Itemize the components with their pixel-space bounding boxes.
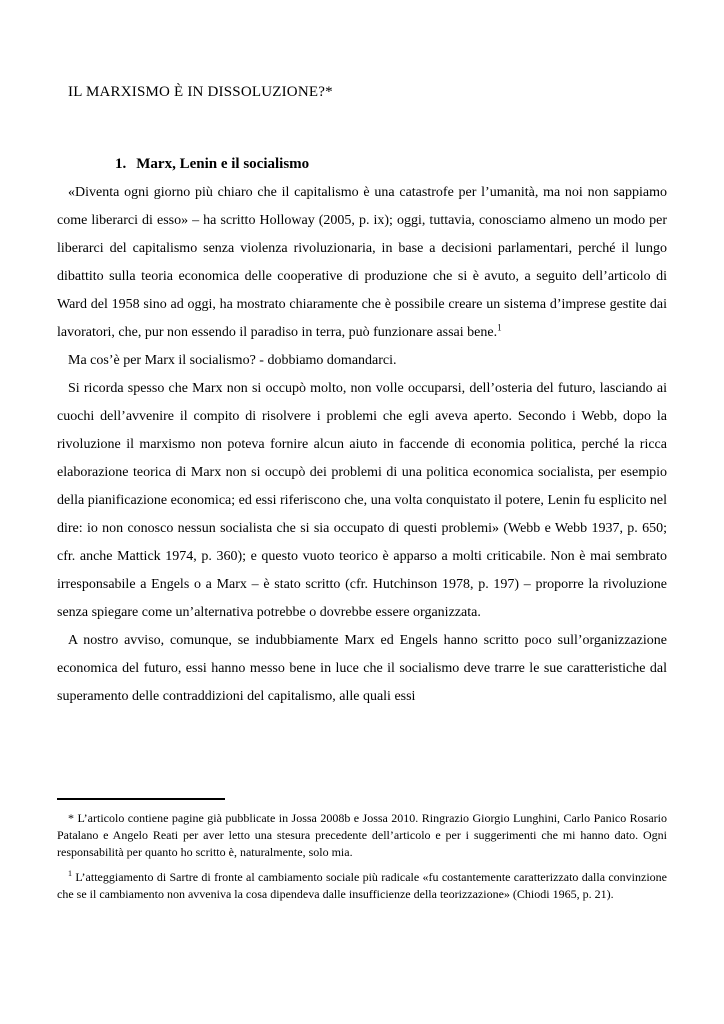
footnote [57, 810, 667, 861]
footnotes-section [57, 798, 667, 911]
footnote-text: L’articolo contiene pagine già pubblicate in Jossa 2008b e Jossa 2010. Ringrazio Giorgio Lunghini, Carlo Panico Rosario Patalano e Angelo Reati per aver letto una stesura precedente dell’articolo e per i suggerimenti che mi hanno dato. Ogni responsabilità per quanto ho scritto è, naturalmente, solo mia. [57, 811, 667, 859]
paragraph-text: Ma cos’è per Marx il socialismo? - dobbiamo domandarci. [68, 353, 397, 368]
paragraph-text: Si ricorda spesso che Marx non si occupò molto, non volle occuparsi, dell’osteria del futuro, lasciando ai cuochi dell’avvenire il compito di risolvere i problemi che egli aveva aperto. Secondo i Webb, dopo la rivoluzione il marxismo non poteva fornire alcun aiuto in faccende di economia politica, perché la ricca elaborazione teorica di Marx non si occupò dei problemi di una politica economica socialista, per esempio della pianificazione economica; ed essi riferiscono che, una volta conquistato il potere, Lenin fu esplicito nel dire: io non conosco nessun socialista che si sia occupato di questi problemi» (Webb e Webb 1937, p. 650; cfr. anche Mattick 1974, p. 360); e questo vuoto teorico è apparso a molti criticabile. Non è mai sembrato irresponsabile a Engels o a Marx – è stato scritto (cfr. Hutchinson 1978, p. 197) – proporre la rivoluzione senza spiegare come un’alternativa potrebbe o dovrebbe essere organizzata. [57, 381, 667, 620]
body-paragraph [57, 179, 667, 347]
body-paragraph [57, 627, 667, 711]
footnote-separator [57, 798, 225, 800]
footnote-marker: * [68, 811, 74, 825]
section-title: Marx, Lenin e il socialismo [136, 156, 310, 172]
footnote-text: L’atteggiamento di Sartre di fronte al cambiamento sociale più radicale «fu costantemente caratterizzato dalla convinzione che se il cambiamento non avveniva la cosa dipendeva dalle insufficienze della teorizzazione» (Chiodi 1965, p. 21). [57, 870, 667, 901]
article-title: IL MARXISMO È IN DISSOLUZIONE?* [68, 84, 333, 100]
body-paragraph [57, 347, 667, 375]
paragraph-text: «Diventa ogni giorno più chiaro che il capitalismo è una catastrofe per l’umanità, ma noi non sappiamo come liberarci di esso» – ha scritto Holloway (2005, p. ix); oggi, tuttavia, conosciamo almeno un modo per liberarci del capitalismo senza violenza rivoluzionaria, in base a decisioni parlamentari, perché il lungo dibattito sulla teoria economica delle cooperative di produzione che si è avuto, a seguito dell’articolo di Ward del 1958 sino ad oggi, ha mostrato chiaramente che è possibile creare un sistema d’imprese gestite dai lavoratori, che, pur non essendo il paradiso in terra, può funzionare assai bene. [57, 185, 667, 340]
footnote-marker: 1 [68, 869, 72, 878]
section-number: 1. [115, 156, 127, 172]
paragraph-text: A nostro avviso, comunque, se indubbiamente Marx ed Engels hanno scritto poco sull’organizzazione economica del futuro, essi hanno messo bene in luce che il socialismo deve trarre le sue caratteristiche dal superamento delle contraddizioni del capitalismo, alle quali essi [57, 633, 667, 704]
body-paragraph [57, 375, 667, 627]
footnote-reference: 1 [497, 322, 502, 333]
footnote [57, 869, 667, 903]
section-heading [115, 150, 667, 179]
